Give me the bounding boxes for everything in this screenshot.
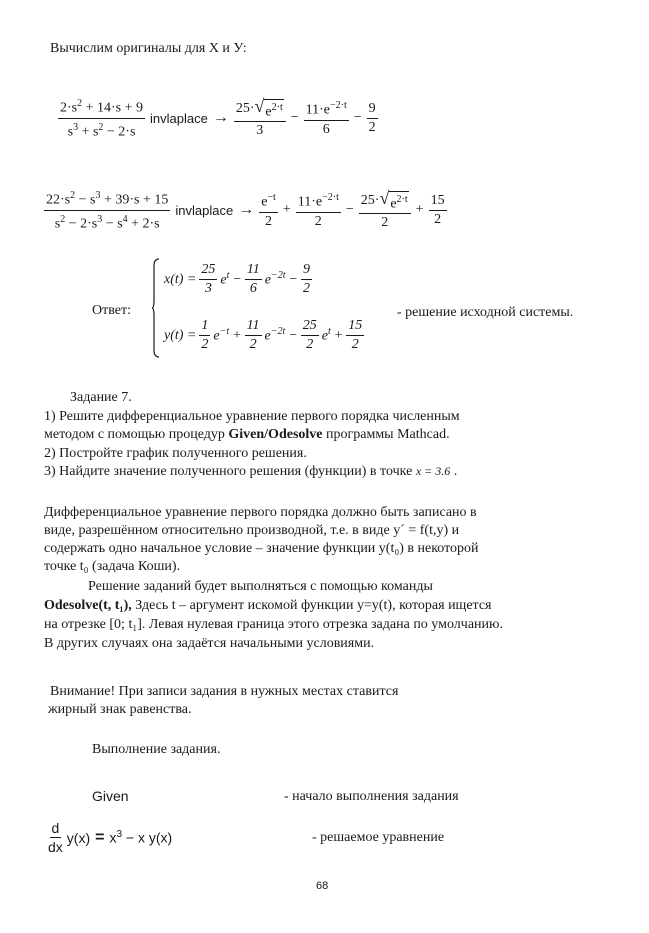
para2-line-2: Odesolve(t, t₁), Здесь t – аргумент искомой функции y=y(t), которая ищется <box>44 598 492 613</box>
eq1-lhs-fraction: $\frac{2\cdot s^2 + 14\cdot s + 9}{s^3 + s^2 - 2\cdot s}$ <box>60 98 144 140</box>
eq1-term3: $\frac{9}{2}$ <box>368 100 376 135</box>
note-line-2: жирный знак равенства. <box>48 702 192 717</box>
eq2-plus-1: + <box>282 202 291 218</box>
eq1-minus-2: − <box>353 110 362 126</box>
eq1-term2: $\frac{11\cdot e^{-2\cdot t}}{6}$ <box>305 100 347 137</box>
para2-line-3: на отрезке [0; t₁]. Левая нулевая граница этого отрезка задана по умолчанию. <box>44 617 503 632</box>
eq1-operator: invlaplace <box>150 110 208 126</box>
given-comment: - начало выполнения задания <box>284 789 459 804</box>
para2-line-4: В других случаях она задаётся начальными условиями. <box>44 636 375 651</box>
task-item-2: 2) Постройте график полученного решения. <box>44 446 307 461</box>
section-heading: Вычислим оригиналы для X и У: <box>50 41 247 56</box>
eq2-operator: invlaplace <box>175 202 234 218</box>
eq1-term1: 25· √ $e^{2\cdot t}$ 3 <box>234 97 286 140</box>
answer-x-equation: x(t) = $\frac{25}{3}$ $e^t$ − $\frac{11}{6}$ $e^{-2t}$ − $\frac{9}{2}$ <box>164 262 310 296</box>
eq2-term1: $\frac{e^{-t}}{2}$ <box>261 192 276 229</box>
ode-equation: $\frac{d}{dx}$ y(x) = $x^3 - x$ y(x) <box>48 820 173 855</box>
ode-comment: - решаемое уравнение <box>312 830 445 845</box>
eq2-term4: $\frac{15}{2}$ <box>430 192 445 227</box>
equation-invlaplace-x <box>58 96 378 140</box>
system-brace-icon <box>152 258 160 358</box>
para1-line-2: виде, разрешённом относительно производной, т.е. в виде y´ = f(t,y) и <box>44 523 460 538</box>
execution-title: Выполнение задания. <box>92 742 221 757</box>
para1-line-4: точке t₀ (задача Коши). <box>44 559 181 574</box>
answer-y-equation: y(t) = $\frac{1}{2}$ $e^{-t}$ + $\frac{11}{2}$ $e^{-2t}$ − $\frac{25}{2}$ $e^t$ + $\frac{15}{2}$ <box>164 318 363 352</box>
task-title: Задание 7. <box>70 390 132 405</box>
note-line-1: Внимание! При записи задания в нужных местах ставится <box>50 684 399 699</box>
given-keyword: Given <box>92 788 129 804</box>
para1-line-1: Дифференциальное уравнение первого порядка должно быть записано в <box>44 505 477 520</box>
eq1-minus-1: − <box>290 110 299 126</box>
eq2-arrow: → <box>238 201 255 219</box>
task-item-1a: 1) Решите дифференциальное уравнение первого порядка численным <box>44 409 460 424</box>
para2-line-1: Решение заданий будет выполняться с помощью команды <box>88 579 433 594</box>
eq1-arrow: → <box>212 109 229 127</box>
task-item-1b: методом с помощью процедур Given/Odesolve программы Mathcad. <box>44 427 450 442</box>
answer-note: - решение исходной системы. <box>397 305 574 320</box>
eq2-plus-2: + <box>415 202 424 218</box>
answer-label: Ответ: <box>92 303 131 318</box>
eq2-minus: − <box>345 202 354 218</box>
eq2-lhs-fraction: $\frac{22\cdot s^2 - s^3 + 39\cdot s + 15}{s^2 - 2\cdot s^3 - s^4 + 2\cdot s}$ <box>46 190 169 232</box>
eq2-term2: $\frac{11\cdot e^{-2\cdot t}}{2}$ <box>297 192 339 229</box>
para1-line-3: содержать одно начальное условие – значение функции y(t₀) в некоторой <box>44 541 479 556</box>
page-number: 68 <box>316 880 329 892</box>
task-item-3: 3) Найдите значение полученного решения (функции) в точке x = 3.6 . <box>44 464 458 479</box>
equation-invlaplace-y <box>44 188 447 232</box>
eq2-term3: 25· √ $e^{2\cdot t}$ 2 <box>359 189 411 232</box>
